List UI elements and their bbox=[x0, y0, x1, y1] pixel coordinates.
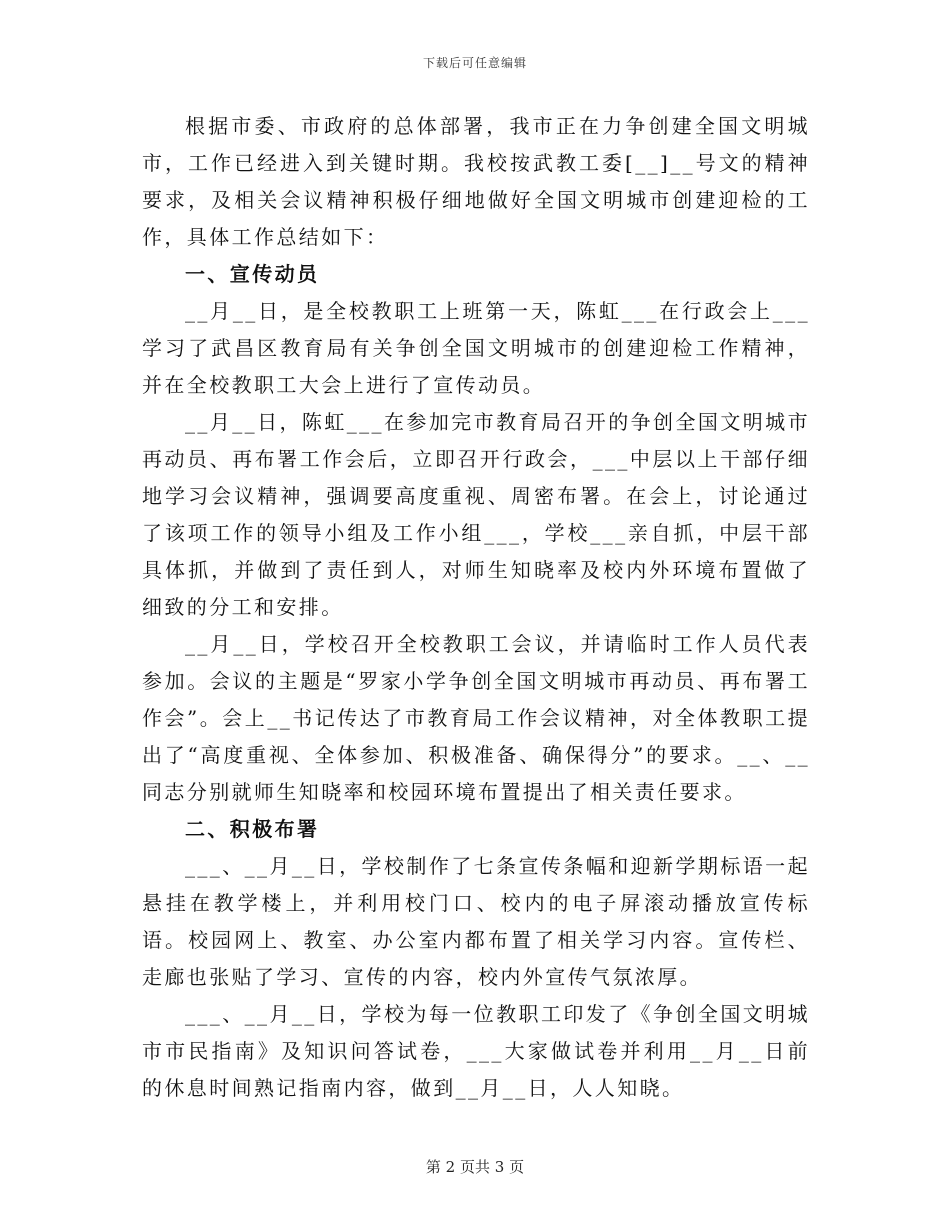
section-2-paragraph-2: ___、__月__日，学校为每一位教职工印发了《争创全国文明城市市民指南》及知识问答试卷，___大家做试卷并利用__月__日前的休息时间熟记指南内容，做到__月__日，人人知晓。 bbox=[142, 1002, 810, 1100]
page-number-footer: 第 2 页共 3 页 bbox=[425, 1158, 525, 1176]
section-1-paragraph-1: __月__日，是全校教职工上班第一天，陈虹___在行政会上___学习了武昌区教育局有关争创全国文明城市的创建迎检工作精神，并在全校教职工大会上进行了宣传动员。 bbox=[142, 299, 810, 397]
section-1-heading: 一、宣传动员 bbox=[185, 262, 320, 286]
document-body bbox=[142, 108, 810, 1107]
intro-paragraph: 根据市委、市政府的总体部署，我市正在力争创建全国文明城市，工作已经进入到关键时期。我校按武教工委[__]__号文的精神要求，及相关会议精神积极仔细地做好全国文明城市创建迎检的工作，具体工作总结如下： bbox=[142, 114, 810, 249]
header-note: 下载后可任意编辑 bbox=[422, 56, 527, 70]
section-1-paragraph-2: __月__日，陈虹___在参加完市教育局召开的争创全国文明城市再动员、再布署工作会后，立即召开行政会，___中层以上干部仔细地学习会议精神，强调要高度重视、周密布署。在会上，讨论通过了该项工作的领导小组及工作小组___，学校___亲自抓，中层干部具体抓，并做到了责任到人，对师生知晓率及校内外环境布置做了细致的分工和安排。 bbox=[142, 410, 810, 619]
section-2-heading: 二、积极布署 bbox=[185, 817, 320, 841]
section-1-paragraph-3: __月__日，学校召开全校教职工会议，并请临时工作人员代表参加。会议的主题是“罗家小学争创全国文明城市再动员、再布署工作会”。会上__书记传达了市教育局工作会议精神，对全体教职工提出了“高度重视、全体参加、积极准备、确保得分”的要求。__、__同志分别就师生知晓率和校园环境布置提出了相关责任要求。 bbox=[142, 632, 810, 804]
section-2-paragraph-1: ___、__月__日，学校制作了七条宣传条幅和迎新学期标语一起悬挂在教学楼上，并利用校门口、校内的电子屏滚动播放宣传标语。校园网上、教室、办公室内都布置了相关学习内容。宣传栏、走廊也张贴了学习、宣传的内容，校内外宣传气氛浓厚。 bbox=[142, 854, 810, 989]
